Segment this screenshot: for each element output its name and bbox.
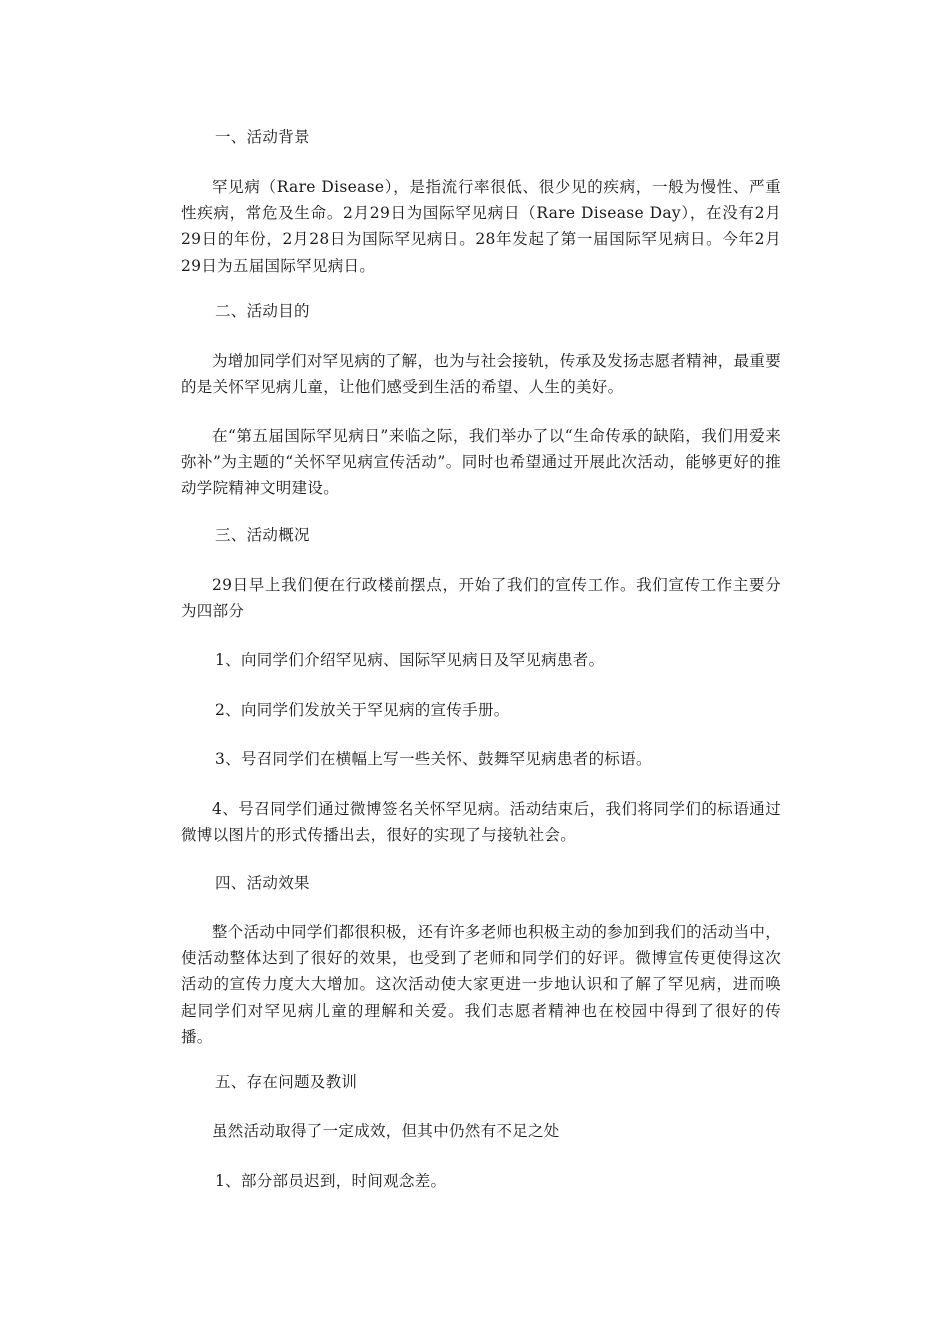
paragraph: 罕见病（Rare Disease），是指流行率很低、很少见的疾病，一般为慢性、严重性疾病，常危及生命。2月29日为国际罕见病日（Rare Disease Day），在没有2月29日的年份，2月28日为国际罕见病日。28年发起了第一届国际罕见病日。今年2月29日为五届国际罕见病日。 bbox=[181, 178, 781, 275]
list-item: 1、向同学们介绍罕见病、国际罕见病日及罕见病患者。 bbox=[215, 651, 605, 669]
list-item: 4、号召同学们通过微博签名关怀罕见病。活动结束后，我们将同学们的标语通过微博以图片的形式传播出去，很好的实现了与接轨社会。 bbox=[181, 800, 781, 845]
paragraph: 在“第五届国际罕见病日”来临之际，我们举办了以“生命传承的缺陷，我们用爱来弥补”为主题的“关怀罕见病宣传活动”。同时也希望通过开展此次活动，能够更好的推动学院精神文明建设。 bbox=[181, 427, 781, 498]
section-heading: 二、活动目的 bbox=[215, 302, 310, 320]
paragraph: 为增加同学们对罕见病的了解，也为与社会接轨，传承及发扬志愿者精神，最重要的是关怀罕见病儿童，让他们感受到生活的希望、人生的美好。 bbox=[181, 352, 781, 397]
paragraph: 虽然活动取得了一定成效，但其中仍然有不足之处 bbox=[212, 1122, 560, 1140]
section-heading: 一、活动背景 bbox=[215, 128, 310, 146]
list-item: 1、部分部员迟到，时间观念差。 bbox=[215, 1172, 447, 1190]
list-item: 2、向同学们发放关于罕见病的宣传手册。 bbox=[215, 701, 510, 719]
list-item: 3、号召同学们在横幅上写一些关怀、鼓舞罕见病患者的标语。 bbox=[215, 750, 652, 768]
paragraph: 整个活动中同学们都很积极，还有许多老师也积极主动的参加到我们的活动当中，使活动整体达到了很好的效果，也受到了老师和同学们的好评。微博宣传更使得这次活动的宣传力度大大增加。这次活动使大家更进一步地认识和了解了罕见病，进而唤起同学们对罕见病儿童的理解和关爱。我们志愿者精神也在校园中得到了很好的传播。 bbox=[181, 923, 781, 1046]
section-heading: 五、存在问题及教训 bbox=[215, 1073, 358, 1091]
paragraph: 29日早上我们便在行政楼前摆点，开始了我们的宣传工作。我们宣传工作主要分为四部分 bbox=[181, 576, 781, 621]
section-heading: 三、活动概况 bbox=[215, 526, 310, 544]
section-heading: 四、活动效果 bbox=[215, 874, 310, 892]
